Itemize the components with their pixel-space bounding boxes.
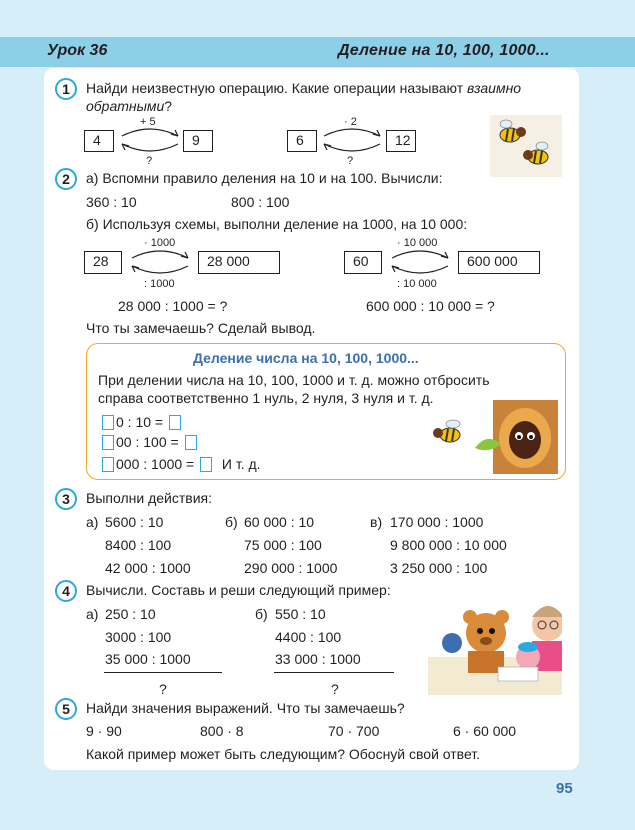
task-number-2: 2 — [55, 168, 77, 190]
task2-scheme2-left-box: 60 — [344, 251, 382, 274]
task2-scheme1-right-box: 28 000 — [198, 251, 280, 274]
task4-col-b-label: б) — [255, 606, 268, 622]
task3-b-ex2: 75 000 : 100 — [244, 537, 322, 553]
task2-conclusion: Что ты замечаешь? Сделай вывод. — [86, 320, 316, 336]
rule-title: Деление числа на 10, 100, 1000... — [193, 350, 419, 366]
scheme2-arrows-icon — [320, 126, 384, 156]
task1-text-b: взаимно — [467, 80, 522, 96]
scheme1-left-box: 4 — [84, 130, 114, 152]
task-number-1: 1 — [55, 78, 77, 100]
task4-a-question: ? — [159, 681, 167, 697]
page-number: 95 — [556, 780, 573, 797]
rule-example3-text: 000 : 1000 = — [116, 456, 195, 472]
rule-example2-text: 00 : 100 = — [116, 434, 179, 450]
task4-b-underline — [274, 672, 394, 673]
scheme1-bottom-op: ? — [146, 155, 153, 167]
bee-tree-illustration — [425, 400, 558, 474]
scheme2-bottom-op: ? — [347, 155, 354, 167]
task4-a-ex2: 3000 : 100 — [105, 629, 172, 645]
rule-example2 — [100, 434, 199, 450]
task2-scheme2-bottom-op: : 10 000 — [397, 278, 437, 290]
task3-b-ex1: 60 000 : 10 — [244, 514, 315, 530]
placeholder-square-icon — [185, 435, 197, 450]
task1-text-a: Найди неизвестную операцию. Какие операции называют — [86, 80, 468, 96]
task4-a-ex1: 250 : 10 — [105, 606, 156, 622]
task4-b-question: ? — [331, 681, 339, 697]
rule-line1: При делении числа на 10, 100, 1000 и т. д. можно отбросить — [98, 372, 490, 388]
placeholder-square-icon — [102, 435, 114, 450]
scheme1-right-box: 9 — [183, 130, 213, 152]
rule-etc: И т. д. — [221, 456, 261, 472]
task4-b-ex2: 4400 : 100 — [275, 629, 342, 645]
task2-equation2: 600 000 : 10 000 = ? — [366, 298, 495, 314]
task2-a-text: а) Вспомни правило деления на 10 и на 100. Вычисли: — [86, 170, 443, 186]
task2-scheme1-top-op: · 1000 — [144, 237, 176, 249]
task2-equation1: 28 000 : 1000 = ? — [118, 298, 228, 314]
scheme1-top-op: + 5 — [140, 116, 156, 128]
task3-b-ex3: 290 000 : 1000 — [244, 560, 338, 576]
task3-text: Выполни действия: — [86, 490, 212, 506]
lesson-topic: Деление на 10, 100, 1000... — [338, 42, 550, 59]
placeholder-square-icon — [102, 415, 114, 430]
task3-col-c-label: в) — [370, 514, 383, 530]
task1-text-line1 — [86, 80, 521, 96]
task-number-5: 5 — [55, 698, 77, 720]
task4-a-underline — [104, 672, 222, 673]
task5-expr4: 6 · 60 000 — [453, 723, 517, 739]
task5-expr1: 9 · 90 — [86, 723, 122, 739]
characters-illustration — [428, 595, 562, 695]
rule-example1-text: 0 : 10 = — [116, 414, 164, 430]
task-number-4: 4 — [55, 580, 77, 602]
placeholder-square-icon — [200, 457, 212, 472]
scheme2-top-op: · 2 — [344, 116, 357, 128]
task3-c-ex1: 170 000 : 1000 — [390, 514, 484, 530]
task-number-3: 3 — [55, 488, 77, 510]
task2-scheme1-left-box: 28 — [84, 251, 122, 274]
rule-example1 — [100, 414, 183, 430]
task3-c-ex2: 9 800 000 : 10 000 — [390, 537, 507, 553]
task2-a-example2: 800 : 100 — [231, 194, 290, 210]
rule-line2: справа соответственно 1 нуль, 2 нуля, 3 нуля и т. д. — [98, 390, 434, 406]
task1-text-c: обратными — [86, 98, 165, 114]
task3-a-ex1: 5600 : 10 — [105, 514, 164, 530]
task3-a-ex2: 8400 : 100 — [105, 537, 172, 553]
task4-text: Вычисли. Составь и реши следующий пример: — [86, 582, 391, 598]
task2-scheme1-arrows-icon — [128, 248, 192, 278]
task2-scheme1-bottom-op: : 1000 — [144, 278, 175, 290]
task4-col-a-label: а) — [86, 606, 99, 622]
task1-text-d: ? — [164, 98, 173, 114]
task5-expr2: 800 · 8 — [200, 723, 244, 739]
scheme2-left-box: 6 — [287, 130, 317, 152]
task5-text: Найди значения выражений. Что ты замечаешь? — [86, 700, 405, 716]
lesson-label: Урок 36 — [47, 42, 108, 59]
task2-scheme2-top-op: · 10 000 — [397, 237, 438, 249]
placeholder-square-icon — [169, 415, 181, 430]
task2-scheme2-right-box: 600 000 — [458, 251, 540, 274]
scheme1-arrows-icon — [118, 126, 182, 156]
task3-c-ex3: 3 250 000 : 100 — [390, 560, 488, 576]
task2-scheme2-arrows-icon — [388, 248, 452, 278]
bees-illustration — [490, 115, 562, 177]
task1-text-line2 — [86, 98, 172, 114]
task3-a-ex3: 42 000 : 1000 — [105, 560, 191, 576]
placeholder-square-icon — [102, 457, 114, 472]
task4-a-ex3: 35 000 : 1000 — [105, 651, 191, 667]
rule-example3 — [100, 456, 261, 472]
task2-a-example1: 360 : 10 — [86, 194, 137, 210]
task5-expr3: 70 · 700 — [328, 723, 380, 739]
task4-b-ex3: 33 000 : 1000 — [275, 651, 361, 667]
task4-b-ex1: 550 : 10 — [275, 606, 326, 622]
scheme2-right-box: 12 — [386, 130, 416, 152]
task3-col-a-label: а) — [86, 514, 99, 530]
task3-col-b-label: б) — [225, 514, 238, 530]
task5-question: Какой пример может быть следующим? Обоснуй свой ответ. — [86, 746, 481, 762]
task2-b-text: б) Используя схемы, выполни деление на 1000, на 10 000: — [86, 216, 468, 232]
